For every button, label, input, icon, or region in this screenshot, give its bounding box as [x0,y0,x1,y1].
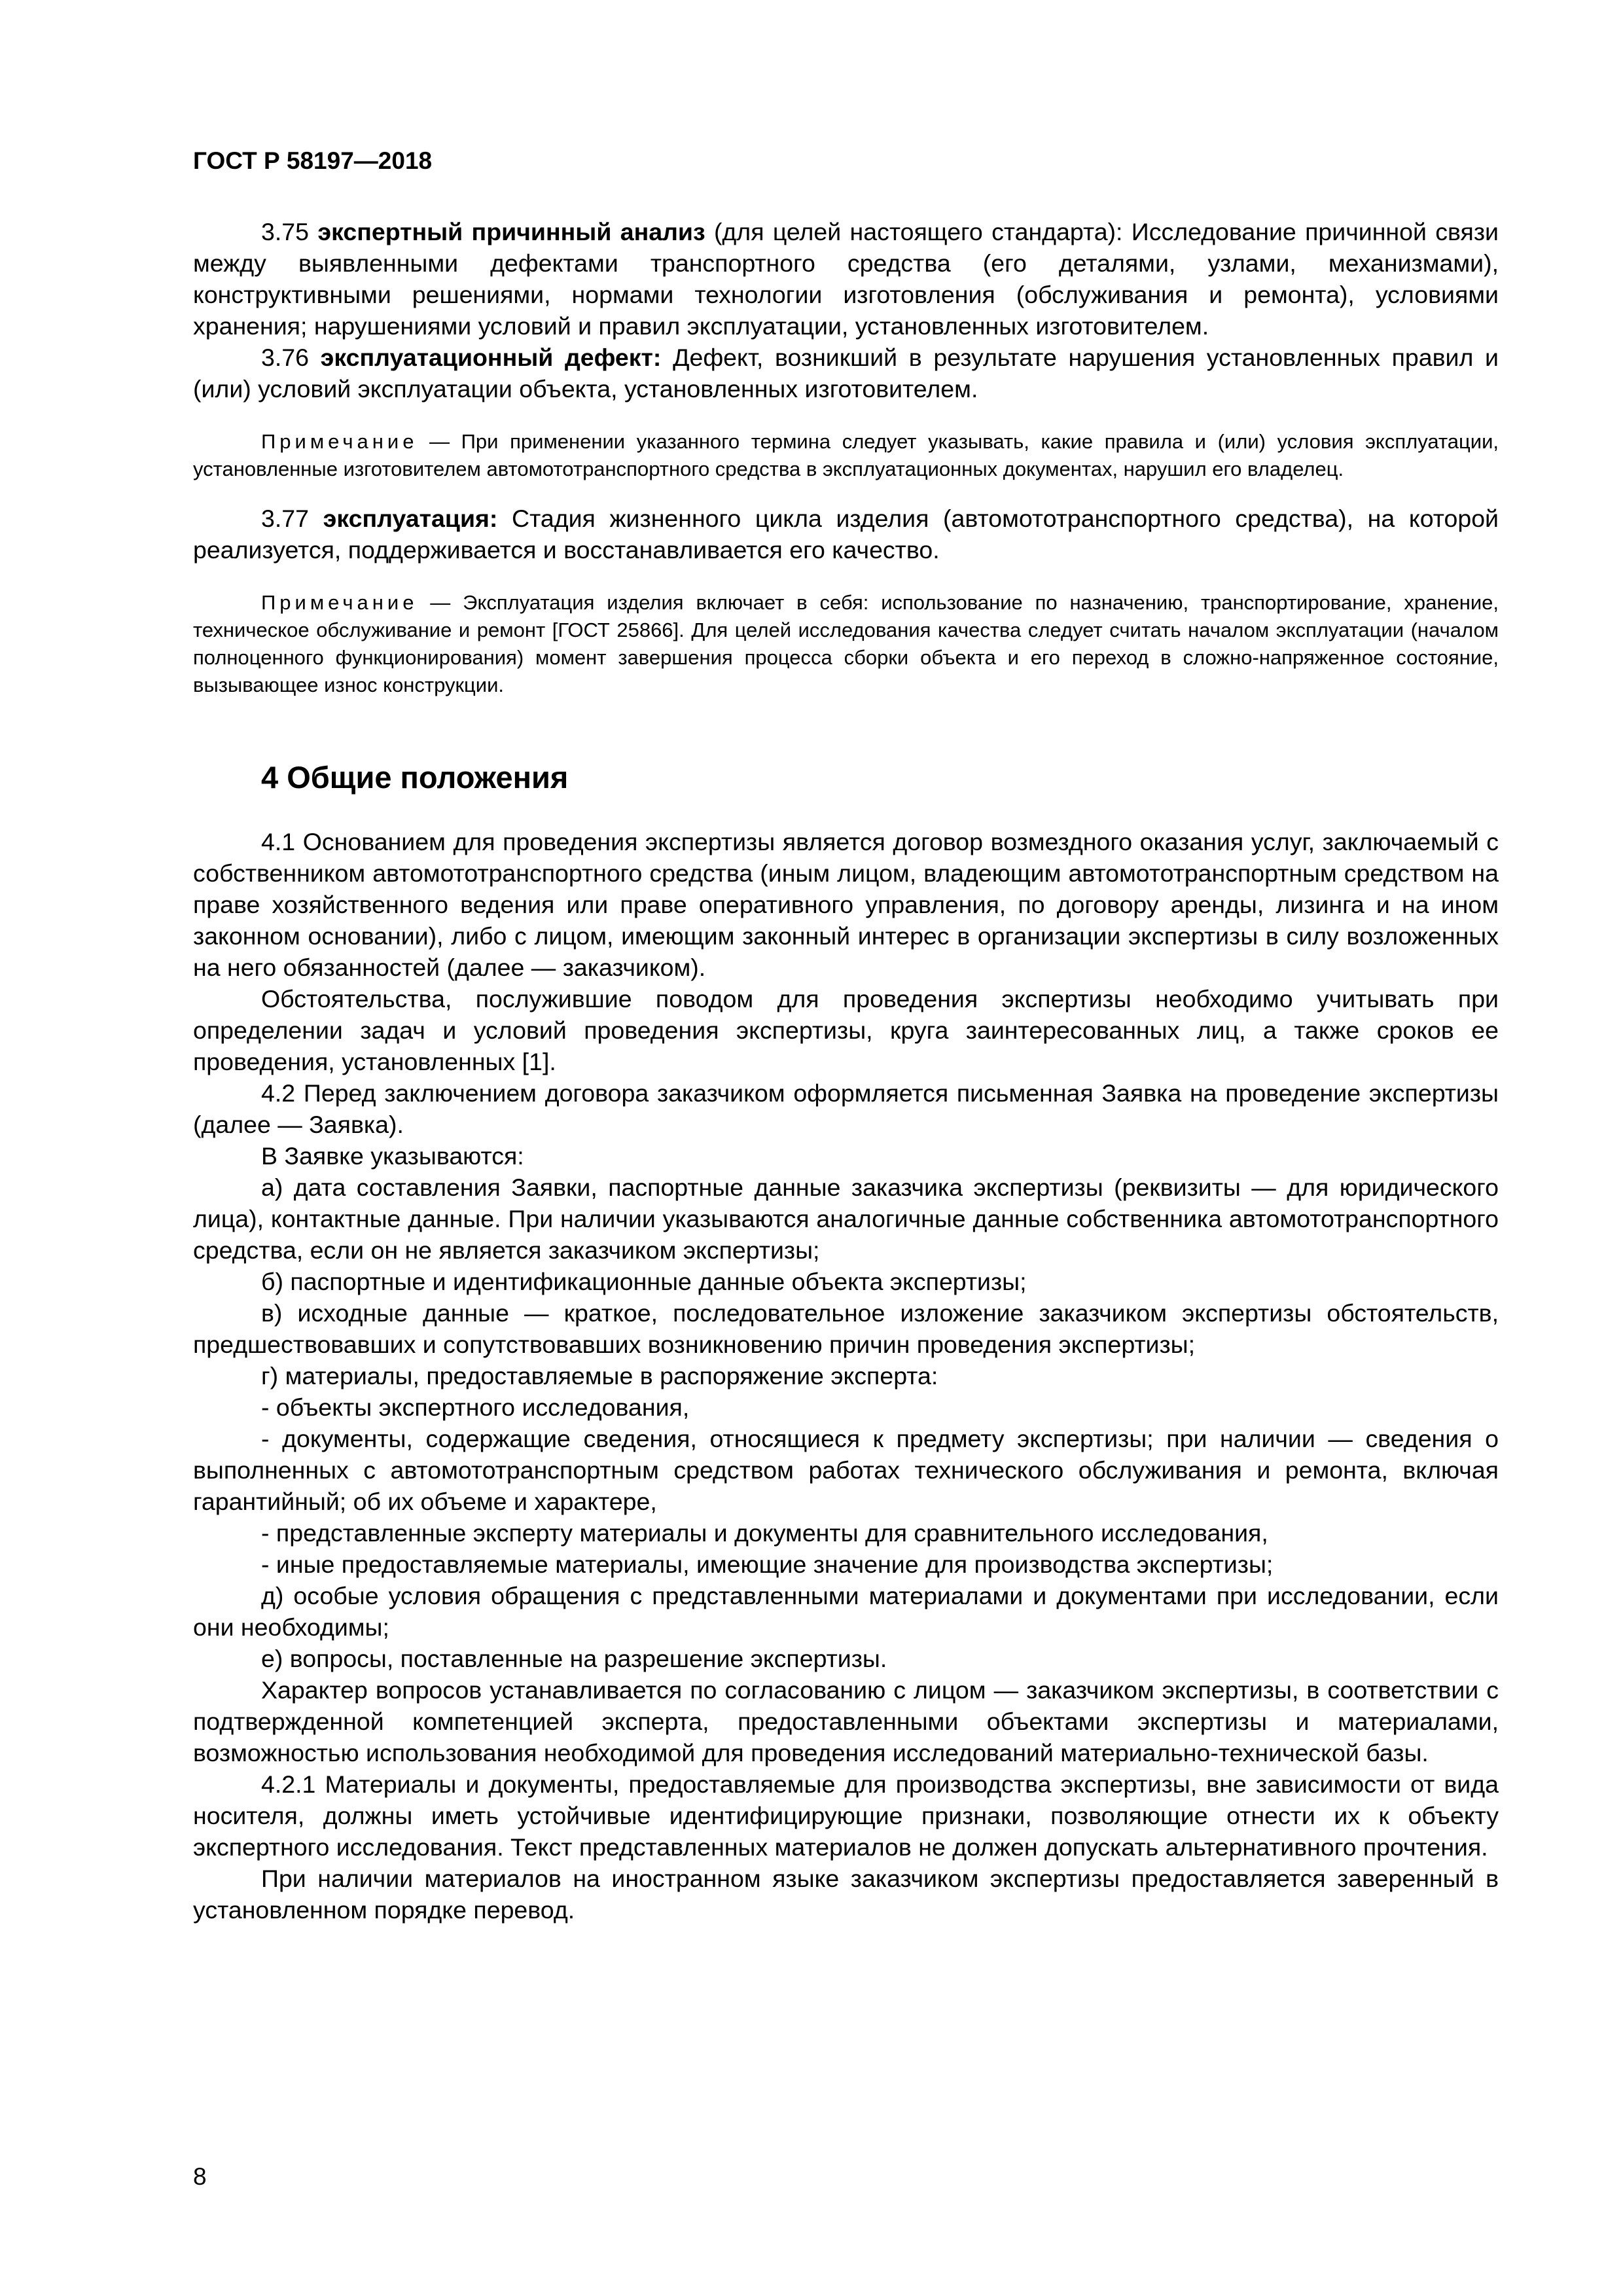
note-text: — При применении указанного термина следует указывать, какие правила и (или) условия эксплуатации, установленные изготовителем автомототранспортного средства в эксплуатационных документах, нарушил его владелец. [193,430,1499,480]
sub-list-item: - представленные эксперту материалы и документы для сравнительного исследования, [261,1519,1268,1547]
term-3-77 [193,503,1499,565]
note-label: Примечание [261,591,418,614]
paragraph: Характер вопросов устанавливается по согласованию с лицом — заказчиком экспертизы, в соответствии с подтвержденной компетенцией эксперта, предоставленными объектами экспертизы и материалами, возможностью использования необходимой для проведения исследований материально-технической базы. [193,1676,1499,1767]
sub-list-item: - иные предоставляемые материалы, имеющие значение для производства экспертизы; [261,1551,1274,1578]
page-number: 8 [193,2163,207,2190]
paragraph: 4.2 Перед заключением договора заказчиком оформляется письменная Заявка на проведение экспертизы (далее — Заявка). [193,1079,1499,1138]
list-item: в) исходные данные — краткое, последовательное изложение заказчиком экспертизы обстоятельств, предшествовавших и сопутствовавших возникновению причин проведения экспертизы; [193,1299,1499,1358]
term-title: эксплуатация: [323,505,498,532]
note-3-76 [193,428,1499,483]
paragraph: При наличии материалов на иностранном языке заказчиком экспертизы предоставляется заверенный в установленном порядке перевод. [193,1865,1499,1924]
list-item: б) паспортные и идентификационные данные объекта экспертизы; [261,1268,1027,1295]
term-number: 3.76 [261,344,309,371]
term-definition: (для целей настоящего стандарта): Исследование причинной связи между выявленными дефектами транспортного средства (его деталями, узлами, механизмами), конструктивными решениями, нормами технологии изготовления (обслуживания и ремонта), условиями хранения; нарушениями условий и правил эксплуатации, установленных изготовителем. [193,218,1499,340]
list-item: е) вопросы, поставленные на разрешение экспертизы. [261,1645,887,1672]
paragraph: 4.1 Основанием для проведения экспертизы является договор возмездного оказания услуг, заключаемый с собственником автомототранспортного средства (иным лицом, владеющим автомототранспортным средством на праве хозяйственного ведения или праве оперативного управления, по договору аренды, лизинга и на ином законном основании), либо с лицом, имеющим законный интерес в организации экспертизы в силу возложенных на него обязанностей (далее — заказчиком). [193,828,1499,981]
section-heading: 4 Общие положения [261,760,569,795]
term-number: 3.77 [261,505,309,532]
paragraph: Обстоятельства, послужившие поводом для проведения экспертизы необходимо учитывать при определении задач и условий проведения экспертизы, круга заинтересованных лиц, а также сроков ее проведения, установленных [1]. [193,985,1499,1075]
note-label: Примечание [261,430,418,453]
term-title: эксплуатационный дефект: [320,344,662,371]
term-title: экспертный причинный анализ [317,218,705,245]
term-definition: Дефект, возникший в результате нарушения установленных правил и (или) условий эксплуатации объекта, установленных изготовителем. [193,344,1499,403]
term-3-75 [193,216,1499,342]
term-3-76 [193,342,1499,404]
term-definition: Стадия жизненного цикла изделия (автомототранспортного средства), на которой реализуется, поддерживается и восстанавливается его качество. [193,505,1499,564]
sub-list-item: - объекты экспертного исследования, [261,1393,690,1421]
note-3-77 [193,589,1499,699]
list-item: г) материалы, предоставляемые в распоряжение эксперта: [261,1362,938,1390]
document-code: ГОСТ Р 58197—2018 [193,147,433,174]
list-item: а) дата составления Заявки, паспортные данные заказчика экспертизы (реквизиты — для юридического лица), контактные данные. При наличии указываются аналогичные данные собственника автомототранспортного средства, если он не является заказчиком экспертизы; [193,1174,1499,1264]
note-text: — Эксплуатация изделия включает в себя: использование по назначению, транспортирование, хранение, техническое обслуживание и ремонт [ГОСТ 25866]. Для целей исследования качества следует считать началом эксплуатации (началом полноценного функционирования) момент завершения процесса сборки объекта и его переход в сложно-напряженное состояние, вызывающее износ конструкции. [193,591,1499,696]
paragraph: 4.2.1 Материалы и документы, предоставляемые для производства экспертизы, вне зависимости от вида носителя, должны иметь устойчивые идентифицирующие признаки, позволяющие отнести их к объекту экспертного исследования. Текст представленных материалов не должен допускать альтернативного прочтения. [193,1770,1499,1861]
term-number: 3.75 [261,218,309,245]
document-body [193,216,1499,1926]
list-item: д) особые условия обращения с представленными материалами и документами при исследовании, если они необходимы; [193,1582,1499,1641]
sub-list-item: - документы, содержащие сведения, относящиеся к предмету экспертизы; при наличии — сведения о выполненных с автомототранспортным средством работах технического обслуживания и ремонта, включая гарантийный; об их объеме и характере, [193,1425,1499,1515]
paragraph: В Заявке указываются: [261,1142,524,1170]
